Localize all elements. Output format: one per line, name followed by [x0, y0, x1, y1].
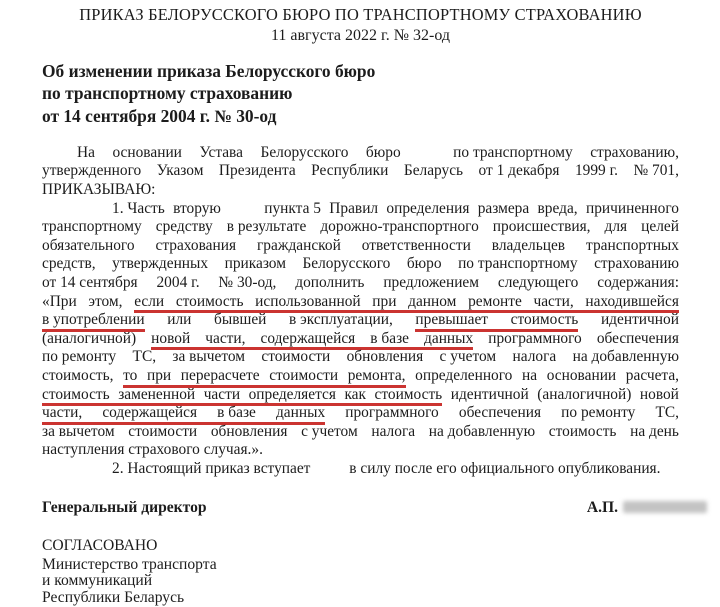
signature-name — [587, 498, 707, 517]
body-line — [42, 330, 679, 349]
body-text: программного обеспечения по ремонту ТС, — [345, 404, 679, 422]
body-line — [42, 274, 679, 293]
body-text: идентичной — [600, 311, 679, 329]
body-text: ПРИКАЗЫВАЮ: — [42, 181, 156, 199]
word-group: № 701, — [633, 162, 679, 180]
body-text: 2. Настоящий приказ вступает в силу после его официального опубликования. — [77, 460, 661, 477]
approval-line: и коммуникаций — [42, 572, 153, 590]
body-text: от 14 сентября 2004 г. № 30-од, дополнить предложением следующего содержания: — [42, 274, 679, 292]
word-group: от 1 декабря — [478, 162, 560, 180]
order-title: ПРИКАЗ БЕЛОРУССКОГО БЮРО ПО ТРАНСПОРТНОМУ СТРАХОВАНИЮ — [79, 5, 642, 24]
word-group: в результате — [226, 218, 307, 236]
body-line — [42, 181, 679, 200]
word-group: на день — [630, 422, 679, 440]
approval-ministry — [42, 557, 679, 607]
document-body — [42, 144, 679, 479]
body-text: идентичной (аналогичной) новой — [450, 385, 679, 403]
red-underlined-text: стоимость замененной части определяется как стоимость — [42, 386, 442, 407]
word-group: на добавленную — [572, 348, 679, 366]
signature-initials: А.П. — [586, 498, 618, 516]
word-group: в употреблении — [42, 311, 145, 329]
order-date-number: 11 августа 2022 г. № 32-од — [270, 27, 451, 44]
body-text: стоимость, — [42, 367, 114, 385]
body-text: «При этом, — [42, 292, 123, 310]
red-underlined-text: превышает стоимость — [415, 311, 578, 332]
signature-role: Генеральный директор — [42, 498, 207, 516]
red-underlined-text: части, содержащейся в базе данных — [42, 404, 325, 425]
approval-block — [42, 536, 679, 607]
subject-heading — [42, 60, 679, 127]
body-text: за вычетом стоимости обновления с учетом налога на добавленную стоимость на день — [42, 422, 679, 440]
body-text: утвержденного Указом Президента Республики Беларусь от 1 декабря 1999 г. № 701, — [42, 162, 679, 180]
word-group: с учетом — [301, 422, 358, 440]
subject-line: по транспортному страхованию — [42, 83, 293, 104]
word-group: в базе — [217, 404, 256, 422]
red-underlined-text: если стоимость использованной при данном ремонте части, находившейся — [134, 293, 679, 314]
body-line — [42, 441, 679, 460]
body-line — [42, 200, 679, 219]
signature-row — [42, 498, 679, 517]
word-group: 2004 г. — [156, 274, 200, 292]
word-group: по ремонту — [42, 348, 117, 366]
body-text: 1. Часть вторую пункта 5 Правил определения размера вреда, причиненного — [77, 200, 679, 217]
word-group: с учетом — [439, 348, 497, 366]
approval-line: Министерство транспорта — [42, 555, 217, 573]
red-underlined-text: новой части, содержащейся в базе данных — [151, 330, 473, 351]
word-group: в базе — [370, 329, 409, 347]
body-text: программного обеспечения — [488, 329, 679, 347]
body-line — [42, 423, 679, 442]
body-line — [42, 218, 679, 237]
word-group: пункта 5 — [264, 199, 321, 217]
subject-line: Об изменении приказа Белорусского бюро — [42, 61, 376, 81]
approval-label: СОГЛАСОВАНО — [42, 536, 158, 554]
body-text: по ремонту ТС, за вычетом стоимости обновления с учетом налога на добавленную — [42, 348, 679, 366]
word-group: в эксплуатации, — [289, 311, 393, 329]
word-group: за вычетом — [172, 348, 246, 366]
body-text: средств, утвержденных приказом Белорусского бюро по транспортному страхованию — [42, 255, 680, 273]
word-group: за вычетом — [42, 422, 115, 440]
body-line — [42, 386, 679, 405]
body-line — [42, 404, 679, 423]
red-underlined-text: то при перерасчете стоимости ремонта, — [123, 367, 405, 388]
body-text: наступления страхового случая.». — [42, 441, 263, 459]
word-group: 2. Настоящий — [112, 459, 202, 477]
word-group: от 14 сентября — [42, 274, 138, 292]
red-underlined-text — [42, 311, 145, 332]
body-text: На основании Устава Белорусского бюро по транспортному страхованию, — [77, 143, 679, 161]
word-group: 1. Часть — [112, 199, 165, 217]
word-group: по транспортному — [458, 255, 578, 273]
word-group: № 30-од, — [218, 274, 277, 292]
body-line — [42, 255, 679, 274]
body-line — [42, 348, 679, 367]
word-group: на добавленную — [428, 422, 536, 440]
body-line — [42, 367, 679, 386]
body-line — [42, 144, 679, 163]
body-line — [42, 293, 679, 312]
body-text: обязательного страхования гражданской ответственности владельцев транспортных — [42, 236, 679, 254]
approval-line: Республики Беларусь — [42, 588, 185, 606]
redacted-name-blur — [623, 501, 707, 513]
body-line — [42, 237, 679, 256]
word-group: 1999 г. — [574, 162, 619, 180]
body-line — [42, 460, 679, 479]
body-text: определенного на основании расчета, — [415, 367, 680, 385]
body-text: (аналогичной) — [42, 329, 137, 347]
subject-line: от 14 сентября 2004 г. № 30-од — [42, 105, 277, 126]
word-group: в силу — [349, 459, 391, 477]
word-group: по ремонту — [561, 404, 636, 422]
body-line — [42, 162, 679, 181]
body-line — [42, 311, 679, 330]
body-text: транспортному средству в результате дорожно-транспортного происшествия, для целей — [42, 218, 679, 236]
body-text: или бывшей в эксплуатации, — [167, 311, 393, 329]
word-group: по транспортному — [453, 143, 573, 161]
